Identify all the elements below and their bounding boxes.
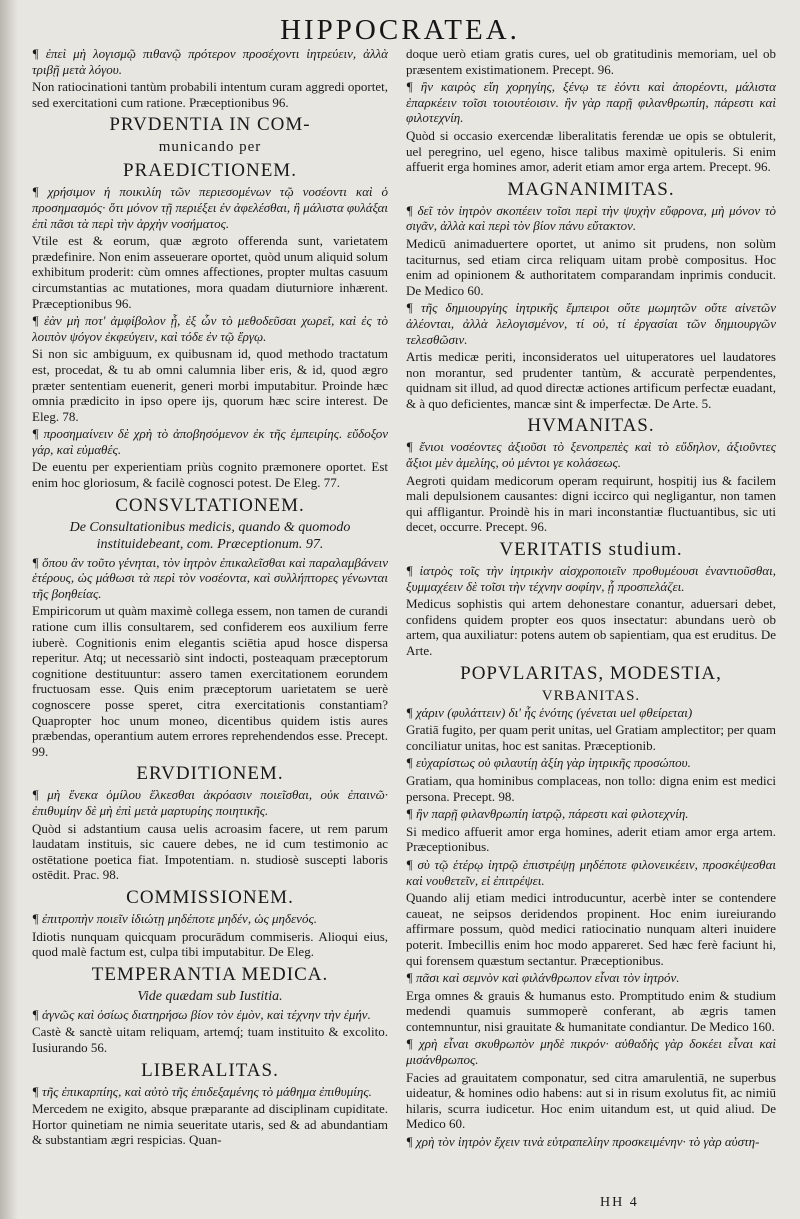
greek-paragraph: ¶ ἢν παρῇ φιλανθρωπίη ἰατρῷ, πάρεστι καὶ φιλοτεχνίη. <box>406 806 689 822</box>
greek-paragraph: ¶ χάριν (φυλάττειν) δι' ἧς ἑνότης (γένεται uel φθείρεται) <box>406 704 693 720</box>
latin-paragraph: Idiotis nunquam quicquam procurādum commiseris. Alioqui eius, quod malè factum est, culpa tibi imputabitur. De Eleg. <box>32 928 388 960</box>
latin-paragraph: Si non sic ambiguum, ex quibusnam id, quod methodo tractatum est, procedat, & tu ab omni calumnia liber eris, & id, quod ægro præter sententiam euenerit, generi morbi imputabitur. Proinde hæc omnia prædicito in ipso opere ijs, quorum hæc scire interest. De Eleg. 78. <box>32 346 388 424</box>
section-heading: VERITATIS studium. <box>499 539 683 561</box>
greek-paragraph: ¶ ἐπιτροπὴν ποιεῖν ἰδιώτῃ μηδέποτε μηδέν, ὡς μηδενός. <box>32 910 317 926</box>
latin-paragraph: Quòd si occasio exercendæ liberalitatis ferendæ ue opis se obtulerit, uel peregrino, uel egeno, hisce talibus maximè opituleris. Si enim affuerit erga homines amor, aderit etiam amor erga artem. Precept. 96. <box>406 127 776 175</box>
signature-mark: HH 4 <box>600 1195 639 1210</box>
latin-paragraph: Castè & sanctè uitam reliquam, artemq́; tuam instituito & excolito. Iusiurando 56. <box>32 1024 388 1055</box>
section-heading-line: VRBANITAS. <box>541 687 641 704</box>
greek-paragraph: ¶ τῆς δημιουργίης ἰητρικῆς ἔμπειροι οὔτε μωμητῶν οὔτε αἰνετῶν ἀλέονται, ἀλλὰ λελογισμένον, τί οὐ, τί ἐργασίαι τῶν δημιουργῶν τελεσθῶσιν. <box>406 300 776 347</box>
section-heading: ERVDITIONEM. <box>136 763 284 785</box>
running-header: HIPPOCRATEA. <box>280 14 520 46</box>
latin-paragraph: Non ratiocinationi tantùm probabili intentum curam aggredi oportet, sed exercitationi cum ratione. Præceptionibus 96. <box>32 79 388 110</box>
latin-paragraph: Quando alij etiam medici introducuntur, acerbè inter se contendere caueat, ne seipsos deridendos propinent. Hoc enim iureiurando affirmare possum, quòd medici ratiocinatio nunquam alteri inuidere poterit. Imbecillis enim hoc modo appareret. Sed hæc ferè faciunt hi, qui forensem quæstum sectantur. Præceptionibus. <box>406 890 776 968</box>
section-heading: POPVLARITAS, MODESTIA, <box>460 662 722 684</box>
latin-paragraph: Aegroti quidam medicorum operam requirunt, hospitij ius & facilem mali depulsionem causantes: digni iccirco qui negligantur, non tamen qui affligantur. Proindè his in mari inconstantiæ fluctuantibus, sic uti decet, occurre. Precept. 96. <box>406 472 776 535</box>
greek-paragraph: ¶ ἐὰν μὴ ποτ' ἀμφίβολον ᾖ, ἐξ ὧν τὸ μεθοδεῦσαι χωρεῖ, καὶ ἐς τὸ λοιπὸν ψόγον ἐκφεύγειν, καὶ τόδε ἐν τῷ ἔργῳ. <box>32 313 388 344</box>
section-heading: PRAEDICTIONEM. <box>123 160 297 182</box>
latin-paragraph: Facies ad grauitatem componatur, sed citra amarulentiā, ne superbus uideatur, & homines odio habens: aut si in risum exolutus fit, ac nimiū hilaris, scurra iudicetur. Hoc enim uitandum est, ut quid aliud. De Medico 60. <box>406 1069 776 1132</box>
latin-paragraph: Quòd si adstantium causa uelis acroasim facere, ut rem parum laudatam instituis, sic cauere debes, ne id cum testimonio ac ostētatione poetica fiat. Impotentiam. n. studiosè suscepti laboris ostēdit. Prac. 98. <box>32 820 388 883</box>
latin-paragraph: De euentu per experientiam priùs cognito præmonere oportet. Est enim hoc gloriosum, & facilè cognosci potest. De Eleg. 77. <box>32 459 388 491</box>
greek-paragraph: ¶ χρὴ τὸν ἰητρὸν ἔχειν τινὰ εὐτραπελίην προσκειμένην· τὸ γὰρ αὐστη- <box>406 1134 760 1150</box>
section-heading: CONSVLTATIONEM. <box>115 494 305 516</box>
latin-paragraph: Vtile est & eorum, quæ ægroto offerenda sunt, varietatem prædefinire. Non enim asseuerare oportet, quòd unum aliquid solum exhibitum proderit: cùm omnes affectiones, propter multas casuum circumstantias ac mutationes, mora quadam diuturniore inhærent. Præceptionibus 96. <box>32 233 388 311</box>
subheading: De Consultationibus medicis, quando & quomodo instituidebeant, com. Præceptionum. 97. <box>69 519 351 552</box>
latin-paragraph: Medicū animaduertere oportet, ut animo sit prudens, non solùm taciturnus, sed etiam circa reliquam uitam probè compositus. Hoc enim ad opinionem & authoritatem comparandam inprimis conducit. De Medico 60. <box>406 235 776 298</box>
greek-paragraph: ¶ ὅπου ἂν τοῦτο γένηται, τὸν ἰητρὸν ἐπικαλεῖσθαι καὶ παραλαμβάνειν ἑτέρους, ὡς μάθωσι τὰ περὶ τὸν νοσέοντα, καὶ συλλήπτορες γένωνται τῆς βοηθείας. <box>32 554 388 601</box>
section-heading: TEMPERANTIA MEDICA. <box>91 963 329 985</box>
latin-paragraph: Empiricorum ut quàm maximè collega essem, non tamen de curandi ratione cum illis consultarem, sed confiderem eos auxilium ferre iuberè. Cognitionis enim elegantis sciētia apud hosce dispersa reperitur. Atq; ut necessariò sint indocti, posteaquam præceptorum cognitione destituuntur: assero tamen exercitationem eorundem fructuosam esse. Quis enim præceptorum uarietatem se uerè cognoscere posse speret, citra exercitationis constantiam? Quapropter hoc unum moneo, dicentibus quidem istis aures præbendas, operantium autem errores reprehendendos esse. Precept. 99. <box>32 603 388 759</box>
latin-paragraph: Artis medicæ periti, inconsideratos uel uituperatores uel laudatores non morantur, sed prudenter tantùm, & accuratè perpendentes, quidnam sit illud, ad quod directæ actiones artificum perfectæ euadant, & à quo deficientes, mancæ sint & imperfectæ. De Arte. 5. <box>406 349 776 411</box>
section-heading: PRVDENTIA IN COM- <box>109 114 311 136</box>
latin-paragraph: Si medico affuerit amor erga homines, aderit etiam amor erga artem. Præceptionibus. <box>406 823 776 855</box>
greek-paragraph: ¶ χρήσιμον ἡ ποικιλίη τῶν περιεσομένων τῷ νοσέοντι καὶ ὁ προσημασμός· ὅτι μόνον τῇ περιέξει ἐν ἀφελέσθαι, ἢ μάλιστα φυλάξαι ἐπὶ πᾶσι τὰ περὶ τὴν ἀρχὴν νοσήματος. <box>32 184 388 231</box>
latin-paragraph: doque uerò etiam gratis cures, uel ob gratitudinis memoriam, uel ob præsentem existimationem. Precept. 96. <box>406 46 776 77</box>
latin-paragraph: Gratiam, qua hominibus complaceas, non tollo: digna enim est medici persona. Precept. 98. <box>406 772 776 804</box>
greek-paragraph: ¶ ἁγνῶς καὶ ὁσίως διατηρήσω βίον τὸν ἐμὸν, καὶ τέχνην τὴν ἐμήν. <box>32 1006 371 1022</box>
greek-paragraph: ¶ ἰατρὸς τοῖς τὴν ἰητρικὴν αἰσχροποιεῖν προθυμέουσι ἐναντιοῦσθαι, ξυμμαχέειν δὲ τοῖσι τὴν τέχνην σοφίην, ᾗ προσπελάζει. <box>406 563 776 594</box>
section-heading: MAGNANIMITAS. <box>507 178 675 200</box>
greek-paragraph: ¶ εὐχαρίστως οὐ φιλαυτίῃ ἀξίη γὰρ ἰητρικῆς προσώπου. <box>406 755 691 771</box>
latin-paragraph: Medicus sophistis qui artem dehonestare conantur, aduersari debet, confidens quidem propter eos quos insectatur: abundans uerò ob artem, qua auxiliatur: potens autem ob sapientiam, qua est eruditus. De Arte. <box>406 596 776 658</box>
greek-paragraph: ¶ ἔνιοι νοσέοντες ἀξιοῦσι τὸ ξενοπρεπὲς καὶ τὸ εὔδηλον, ἀξιοῦντες ἄξιοι μὲν ἀμελίης, οὐ μέντοι γε κολάσεως. <box>406 439 776 471</box>
latin-paragraph: Gratiā fugito, per quam perit unitas, uel Gratiam amplectitor; per quam conciliatur unitas, hoc est sanitas. Præceptionib. <box>406 722 776 753</box>
page-gutter-shadow <box>0 0 18 1219</box>
greek-paragraph: ¶ σὺ τῷ ἑτέρῳ ἰητρῷ ἐπιστρέψῃ μηδέποτε φιλονεικέειν, προσκέψεσθαι καὶ νουθετεῖν, εἰ ἐπιτρέψει. <box>406 856 776 888</box>
greek-paragraph: ¶ ἢν καιρὸς εἴη χορηγίης, ξένῳ τε ἐόντι καὶ ἀπορέοντι, μάλιστα ἐπαρκέειν τοῖσι τοιουτέοισιν. ἢν γὰρ παρῇ φιλανθρωπίη, πάρεστι καὶ φιλοτεχνίη. <box>406 79 776 126</box>
greek-paragraph: ¶ μὴ ἕνεκα ὁμίλου ἕλκεσθαι ἀκρόασιν ποιεῖσθαι, οὐκ ἐπαινῶ· ἐπιθυμίην δὲ μὴ ἐπὶ μετὰ μαρτυρίης ποιητικῆς. <box>32 787 388 818</box>
section-heading: LIBERALITAS. <box>141 1059 279 1081</box>
greek-paragraph: ¶ πᾶσι καὶ σεμνὸν καὶ φιλάνθρωπον εἶναι τὸν ἰητρόν. <box>406 970 680 986</box>
section-heading-line: municando per <box>158 139 262 156</box>
greek-paragraph: ¶ τῆς ἐπικαρπίης, καὶ αὐτὸ τῆς ἐπιδεξαμένης τὸ μάθημα ἐπιθυμίης. <box>32 1083 372 1099</box>
greek-paragraph: ¶ ἐπεὶ μὴ λογισμῷ πιθανῷ πρότερον προσέχοντι ἰητρεύειν, ἀλλὰ τριβῇ μετὰ λόγου. <box>32 46 388 77</box>
subheading: Vide quædam sub Iustitia. <box>137 988 283 1004</box>
greek-paragraph: ¶ χρὴ εἶναι σκυθρωπὸν μηδὲ πικρόν· αὐθαδὴς γὰρ δοκέει εἶναι καὶ μισάνθρωπος. <box>406 1036 776 1068</box>
greek-paragraph: ¶ προσημαίνειν δὲ χρὴ τὸ ἀποβησόμενον ἐκ τῆς ἐμπειρίης. εὔδοξον γάρ, καὶ εὐμαθές. <box>32 426 388 457</box>
latin-paragraph: Mercedem ne exigito, absque præparante ad disciplinam cupiditate. Hortor quinetiam ne nimia seueritate utaris, sed & ad abundantiam & substantiam ægri respicias. Quan- <box>32 1101 388 1148</box>
right-column <box>406 46 776 1196</box>
section-heading: COMMISSIONEM. <box>126 886 294 908</box>
latin-paragraph: Erga omnes & grauis & humanus esto. Promptitudo enim & studium medendi quamuis summoperè conferant, ab ægris tamen contemnuntur, nisi grauitate & humanitate condiantur. De Medico 160. <box>406 987 776 1034</box>
section-heading: HVMANITAS. <box>527 415 655 437</box>
greek-paragraph: ¶ δεῖ τὸν ἰητρὸν σκοπέειν τοῖσι περὶ τὴν ψυχὴν εὔφρονα, μὴ μόνον τὸ σιγᾶν, ἀλλὰ καὶ περὶ τὸν βίον πάνυ εὔτακτον. <box>406 202 776 234</box>
left-column <box>32 46 388 1196</box>
